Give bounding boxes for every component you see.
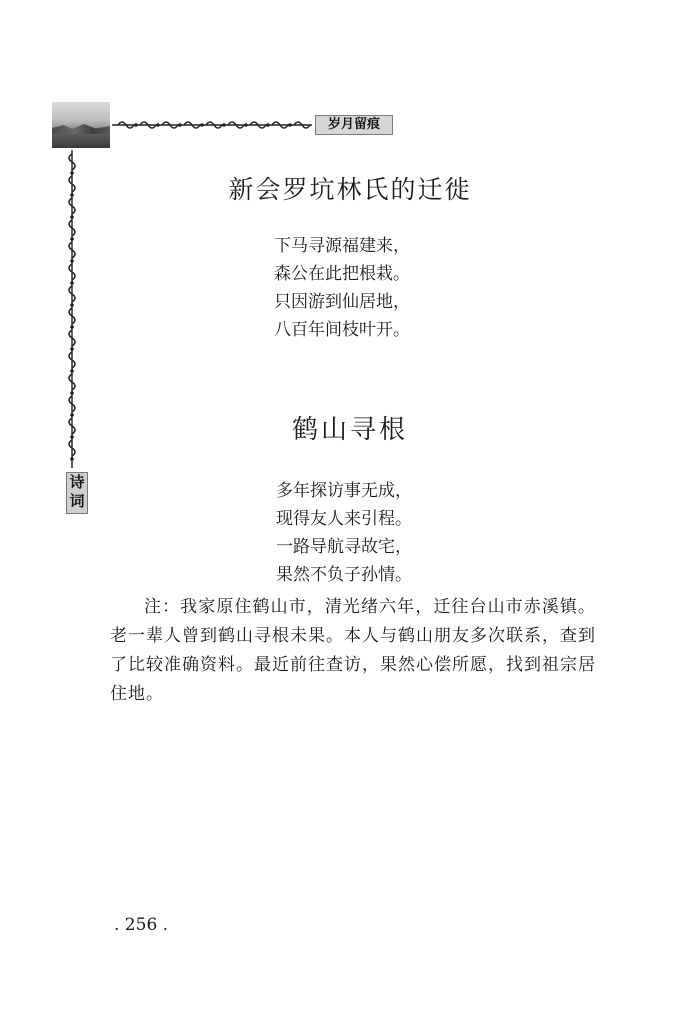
side-category-tab [66,472,88,514]
poem-2-line: 果然不负子孙情。 [276,565,412,585]
poem-1-line: 森公在此把根栽。 [274,264,410,284]
poem-2-line: 一路导航寻故宅， [276,537,412,557]
mountain-silhouette [52,124,110,134]
page-number: . 256 . [114,915,169,935]
side-tab-char-2: 词 [69,492,85,510]
poem-1-title: 新会罗坑林氏的迁徙 [228,175,472,204]
author-note: 注：我家原住鹤山市，清光绪六年，迁往台山市赤溪镇。老一辈人曾到鹤山寻根未果。本人与鹤山朋友多次联系，查到了比较准确资料。最近前往查访，果然心偿所愿，找到祖宗居住地。 [110,597,596,704]
section-tag: 岁月留痕 [315,115,393,135]
poem-1-line: 八百年间枝叶开。 [274,320,410,340]
header-ornament-rule [112,118,312,132]
side-tab-char-1: 诗 [69,473,85,491]
poem-2-body [276,477,412,589]
poem-2-line: 现得友人来引程。 [276,509,412,529]
poem-1-line: 下马寻源福建来， [274,236,410,256]
poem-2-line: 多年探访事无成， [276,481,412,501]
side-ornament-border [63,150,81,468]
poem-1-body [274,232,410,344]
poem-2-title: 鹤山寻根 [291,415,408,445]
poem-1-line: 只因游到仙居地， [274,292,410,312]
header-landscape-photo [52,102,110,148]
